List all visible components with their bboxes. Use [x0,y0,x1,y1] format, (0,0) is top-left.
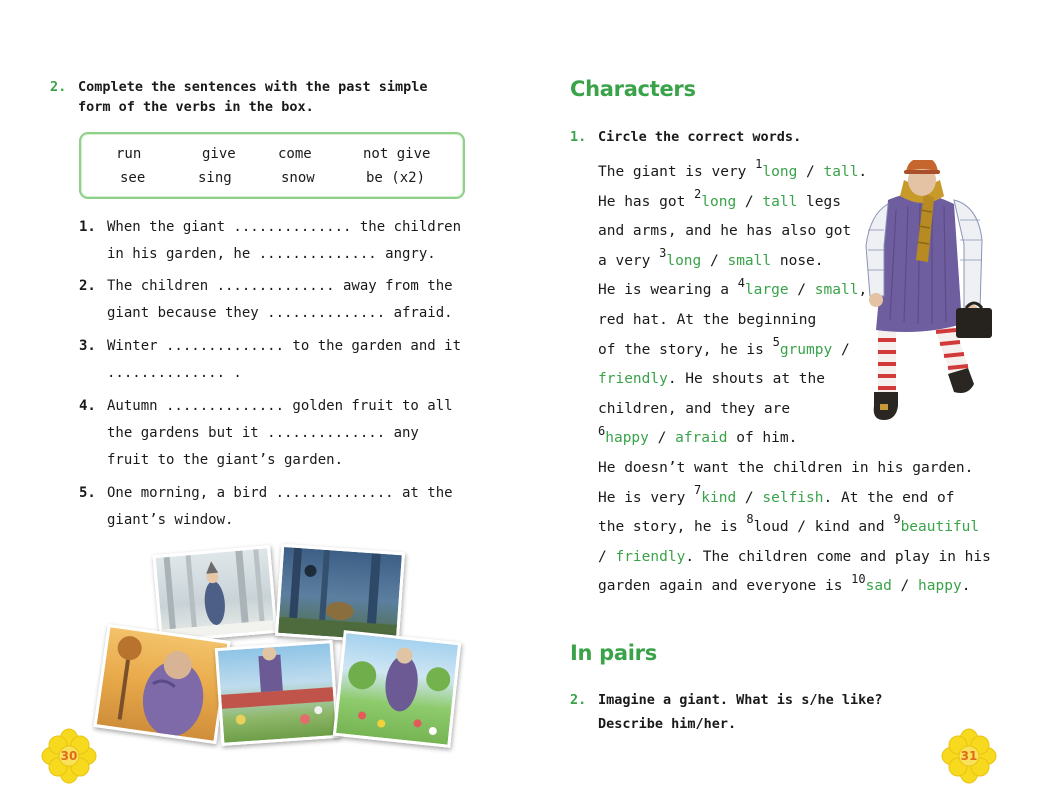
exercise-2-instruction [50,77,490,117]
option-separator: / [701,252,728,269]
story-text: . [961,578,971,595]
box-word: not give [363,146,431,162]
option-number: 10 [851,571,866,586]
description-line [598,364,825,394]
story-text: / [598,548,616,565]
instruction-line-2: Describe him/her. [598,716,737,732]
description-line [598,483,954,513]
characters-title: Characters [570,77,696,101]
sentence-number: 2. [79,278,96,294]
sentence-line: The children .............. away from the [107,278,453,294]
story-scene-photos [90,540,470,750]
story-text: the story, he is [598,519,747,536]
story-text: He is very [598,489,695,506]
story-text: and arms, and he has also got [598,223,852,240]
box-word: see [120,170,146,186]
page-number: 30 [60,749,78,763]
box-word: come [278,146,312,162]
option-number: 4 [737,275,745,290]
option-separator: / [891,578,919,595]
description-line [598,423,797,453]
word-option[interactable]: beautiful [900,519,980,536]
description-line [598,305,816,335]
option-number: 8 [746,512,754,527]
box-word: snow [281,170,315,186]
story-text: . [858,164,868,180]
option-number: 9 [893,512,901,527]
story-text: He is wearing a [598,282,738,299]
story-text: , [858,282,868,299]
sentence-2 [79,273,499,327]
right-page [520,0,1039,800]
sentence-number: 5. [79,485,96,501]
description-line [598,275,867,305]
option-number: 5 [772,334,780,349]
word-option[interactable]: happy [605,430,649,447]
photo-giant-closeup [93,624,230,744]
photo-spring-children [333,630,461,748]
story-text: He has got [598,193,695,210]
word-option[interactable]: long [701,193,737,210]
instruction-line-2: form of the verbs in the box. [78,99,314,115]
story-text: garden again and everyone is [598,578,852,595]
instruction-line-1: Complete the sentences with the past simple [78,79,428,95]
story-text: loud / kind [753,519,850,536]
description-line [598,571,970,601]
word-option[interactable]: long [666,252,702,269]
sentence-line: the gardens but it .............. any [107,425,419,441]
option-separator: / [736,489,763,506]
sentence-number: 3. [79,338,96,354]
exercise-1-instruction [570,127,870,147]
box-word: be (x2) [366,170,426,186]
story-text: nose. [771,252,824,269]
option-number: 1 [755,157,763,172]
sentence-line: in his garden, he .............. angry. [107,246,436,262]
story-text: of him. [727,430,798,447]
story-text: The giant is very [598,164,756,180]
instruction-line-1: Imagine a giant. What is s/he like? [598,692,883,708]
sentence-line: .............. . [107,365,242,381]
sentence-1 [79,214,499,268]
word-option[interactable]: long [762,164,798,180]
word-option[interactable]: tall [762,193,798,210]
box-word: sing [198,170,232,186]
sentence-5 [79,480,499,534]
sentence-line: One morning, a bird .............. at the [107,485,453,501]
story-text: and [849,519,894,536]
giant-illustration [860,160,1010,422]
daisy-flower-icon [941,728,997,784]
story-text: children, and they are [598,400,791,417]
word-option[interactable]: large [744,282,789,299]
box-word: run [116,146,142,162]
description-line [598,512,979,542]
story-text: . At the end of [823,489,955,506]
option-number: 2 [694,186,702,201]
description-line [598,246,824,276]
sentence-line: fruit to the giant’s garden. [107,452,344,468]
photo-garden-wall [215,640,340,746]
story-text: of the story, he is [598,341,773,358]
sentence-line: giant’s window. [107,512,234,528]
option-number: 6 [598,423,606,438]
option-separator: / [797,164,824,180]
option-number: 7 [694,482,702,497]
story-text: legs [797,193,841,210]
word-option[interactable]: afraid [675,430,728,447]
sentence-number: 4. [79,398,96,414]
sentence-line: Autumn .............. golden fruit to all [107,398,453,414]
description-line [598,335,850,365]
word-option[interactable]: tall [823,164,859,180]
word-option[interactable]: small [727,252,772,269]
box-word: give [202,146,236,162]
option-separator: / [736,193,763,210]
description-line [598,394,790,424]
word-option[interactable]: friendly [615,548,686,565]
description-line [598,216,851,246]
sentence-line: Winter .............. to the garden and it [107,338,462,354]
sentence-4 [79,393,499,474]
word-option[interactable]: small [814,282,859,299]
option-number: 3 [659,245,667,260]
story-text: . He shouts at the [667,371,825,388]
word-option[interactable]: kind [701,489,737,506]
word-option[interactable]: sad [865,578,892,595]
story-text: a very [598,252,660,269]
description-line [598,187,841,217]
exercise-number: 1. [570,129,587,145]
story-text: . The children come and play in his [685,548,991,565]
option-separator: / [648,430,676,447]
word-option[interactable]: friendly [598,371,668,388]
exercise-number: 2. [570,692,587,708]
instruction-text: Circle the correct words. [598,129,802,145]
in-pairs-title: In pairs [570,641,657,665]
word-option[interactable]: selfish [762,489,824,506]
sentence-line: giant because they .............. afraid. [107,305,453,321]
sentence-number: 1. [79,219,96,235]
photo-blue-forest [275,544,405,644]
word-option[interactable]: grumpy [779,341,833,358]
word-option[interactable]: happy [918,578,962,595]
description-line [598,542,991,572]
page-number: 31 [960,749,978,763]
sentence-line: When the giant .............. the children [107,219,462,235]
photo-winter-giant [152,545,277,643]
story-text: He doesn’t want the children in his garden. [598,460,974,476]
exercise-number: 2. [50,79,67,95]
description-line [598,157,867,187]
verb-word-box [79,132,465,199]
sentence-3 [79,333,499,387]
option-separator: / [788,282,815,299]
description-line [598,453,973,483]
exercise-2-instruction [570,690,970,730]
daisy-flower-icon [41,728,97,784]
story-text: red hat. At the beginning [598,312,817,328]
story-text: / [832,341,850,358]
